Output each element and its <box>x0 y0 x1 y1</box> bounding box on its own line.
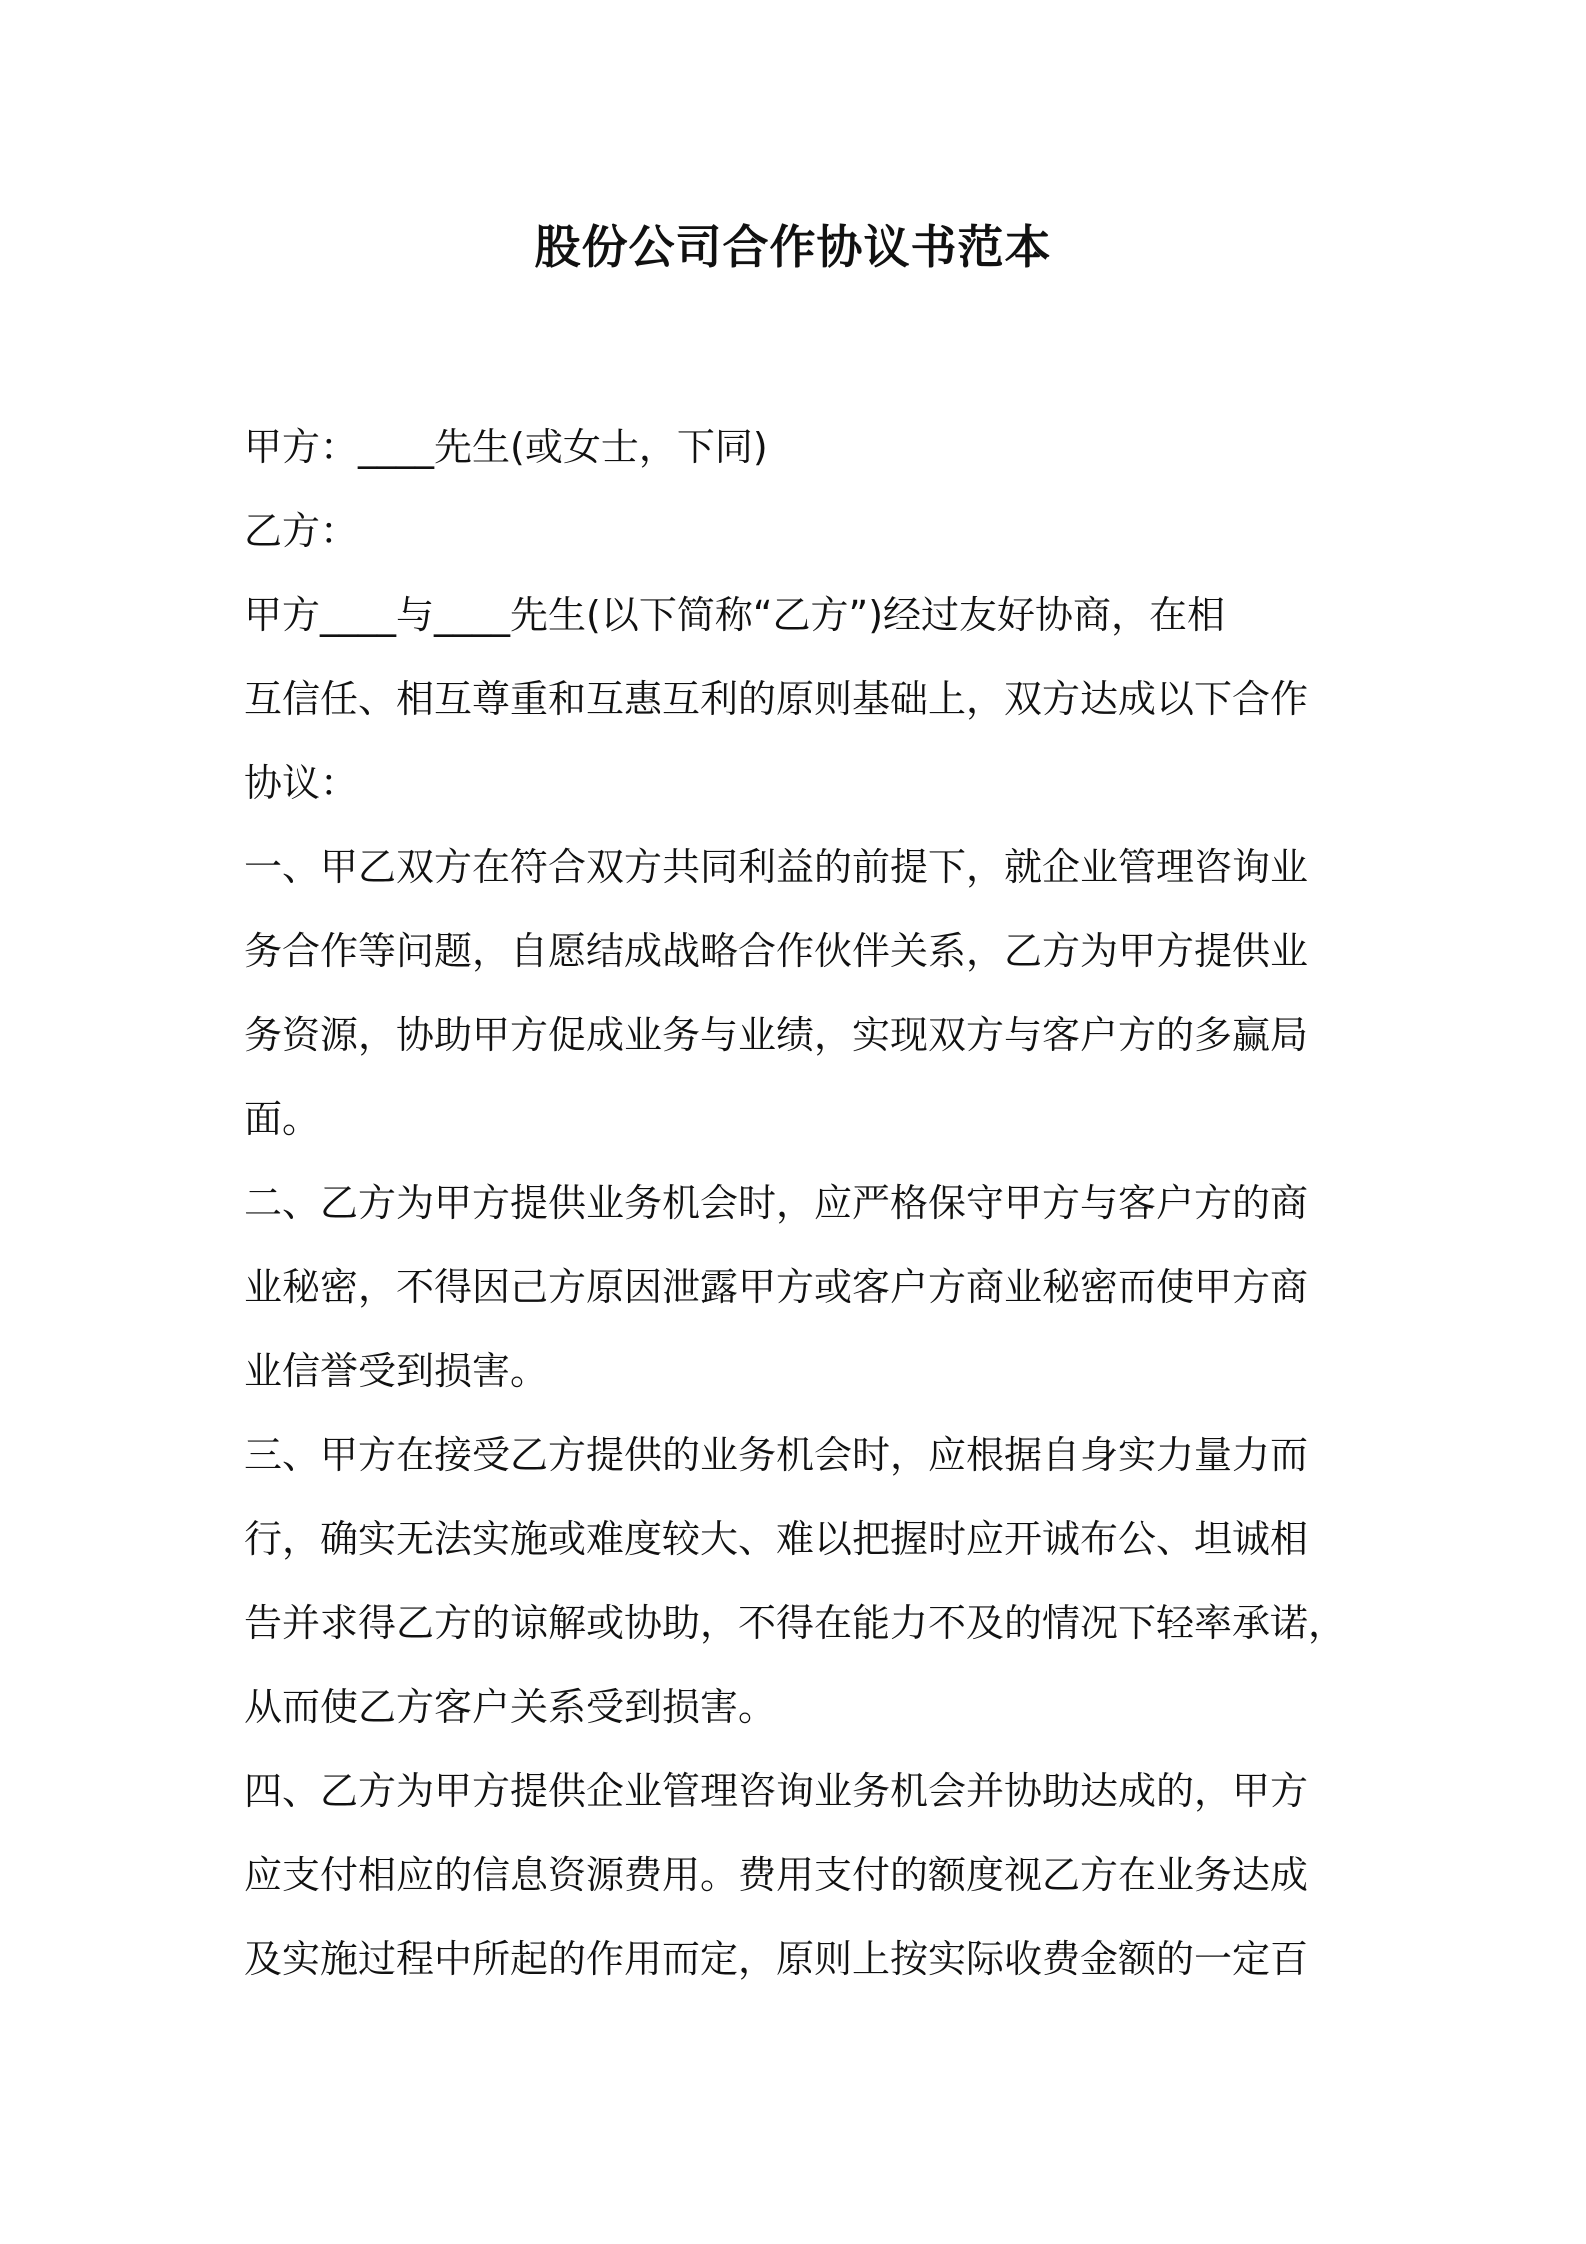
clause-1-line-1: 一、甲乙双方在符合双方共同利益的前提下，就企业管理咨询业 <box>244 845 1309 889</box>
clause-1-line-4: 面。 <box>244 1097 321 1141</box>
preamble-line-2: 互信任、相互尊重和互惠互利的原则基础上，双方达成以下合作 <box>244 677 1309 721</box>
document-body <box>244 405 1364 2001</box>
clause-3-line-4: 从而使乙方客户关系受到损害。 <box>244 1685 777 1729</box>
party-b-line: 乙方： <box>244 509 359 553</box>
clause-3-line-3: 告并求得乙方的谅解或协助，不得在能力不及的情况下轻率承诺， <box>244 1601 1347 1645</box>
clause-1-line-2: 务合作等问题，自愿结成战略合作伙伴关系，乙方为甲方提供业 <box>244 929 1309 973</box>
clause-2-line-2: 业秘密，不得因己方原因泄露甲方或客户方商业秘密而使甲方商 <box>244 1265 1309 1309</box>
clause-3-line-1: 三、甲方在接受乙方提供的业务机会时，应根据自身实力量力而 <box>244 1433 1309 1477</box>
clause-3-line-2: 行，确实无法实施或难度较大、难以把握时应开诚布公、坦诚相 <box>244 1517 1309 1561</box>
clause-1-line-3: 务资源，协助甲方促成业务与业绩，实现双方与客户方的多赢局 <box>244 1013 1309 1057</box>
preamble-line-3: 协议： <box>244 761 359 805</box>
party-a-line: 甲方：____先生(或女士，下同) <box>244 425 768 469</box>
preamble-line-1: 甲方____与____先生(以下简称“乙方”)经过友好协商，在相 <box>244 593 1226 637</box>
clause-4-line-3: 及实施过程中所起的作用而定，原则上按实际收费金额的一定百 <box>244 1937 1309 1981</box>
clause-4-line-2: 应支付相应的信息资源费用。费用支付的额度视乙方在业务达成 <box>244 1853 1309 1897</box>
document-title: 股份公司合作协议书范本 <box>534 220 1052 274</box>
clause-2-line-3: 业信誉受到损害。 <box>244 1349 549 1393</box>
clause-2-line-1: 二、乙方为甲方提供业务机会时，应严格保守甲方与客户方的商 <box>244 1181 1309 1225</box>
clause-4-line-1: 四、乙方为甲方提供企业管理咨询业务机会并协助达成的，甲方 <box>244 1769 1309 1813</box>
